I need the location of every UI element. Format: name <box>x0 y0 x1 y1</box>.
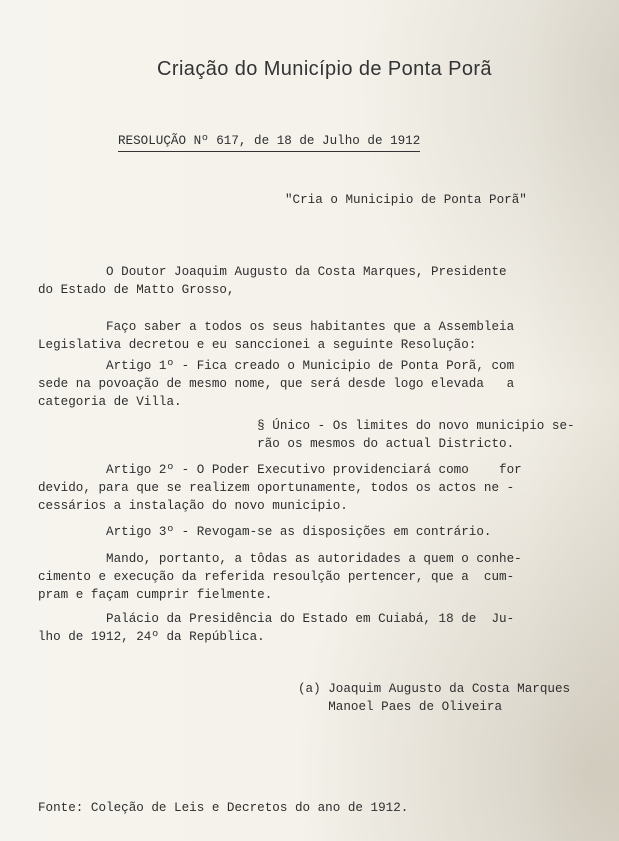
signature-line: Manoel Paes de Oliveira <box>298 700 503 714</box>
text-line: Faço saber a todos os seus habitantes que a Assembleia <box>38 320 515 334</box>
text-line: Artigo 2º - O Poder Executivo providenciará como for <box>38 463 522 477</box>
text-line: Legislativa decretou e eu sanccionei a seguinte Resolução: <box>38 338 477 352</box>
text-line: rão os mesmos do actual Districto. <box>38 437 515 451</box>
paragraph-artigo-1 <box>38 357 514 411</box>
text-line: lho de 1912, 24º da República. <box>38 630 265 644</box>
text-line: Palácio da Presidência do Estado em Cuiabá, 18 de Ju- <box>38 612 515 626</box>
text-line: Artigo 1º - Fica creado o Municipio de Ponta Porã, com <box>38 359 515 373</box>
source-note: Fonte: Coleção de Leis e Decretos do ano de 1912. <box>38 801 409 815</box>
text-line: O Doutor Joaquim Augusto da Costa Marques, Presidente <box>38 265 507 279</box>
signature-block <box>298 680 570 716</box>
text-line: devido, para que se realizem oportunamente, todos os actos ne - <box>38 481 515 495</box>
text-line: Artigo 3º - Revogam-se as disposições em contrário. <box>38 525 492 539</box>
resolution-ementa: "Cria o Municipio de Ponta Porã" <box>285 193 527 207</box>
text-line: cimento e execução da referida resoulção pertencer, que a cum- <box>38 570 515 584</box>
text-line: pram e façam cumprir fielmente. <box>38 588 273 602</box>
paragraph-unico <box>38 417 575 453</box>
signature-line: (a) Joaquim Augusto da Costa Marques <box>298 682 571 696</box>
text-line: § Único - Os limites do novo municipio se- <box>38 419 575 433</box>
paragraph-decree <box>38 318 514 354</box>
paragraph-preamble <box>38 263 507 299</box>
document-title: Criação do Município de Ponta Porã <box>157 58 492 80</box>
text-line: do Estado de Matto Grosso, <box>38 283 235 297</box>
paragraph-palacio <box>38 610 514 646</box>
text-line: Mando, portanto, a tôdas as autoridades a quem o conhe- <box>38 552 522 566</box>
paragraph-artigo-2 <box>38 461 522 515</box>
resolution-heading: RESOLUÇÃO Nº 617, de 18 de Julho de 1912 <box>118 132 420 152</box>
text-line: categoria de Villa. <box>38 395 182 409</box>
paragraph-artigo-3 <box>38 523 491 541</box>
text-line: cessários a instalação do novo municipio. <box>38 499 348 513</box>
text-line: sede na povoação de mesmo nome, que será desde logo elevada a <box>38 377 515 391</box>
paragraph-mando <box>38 550 522 604</box>
